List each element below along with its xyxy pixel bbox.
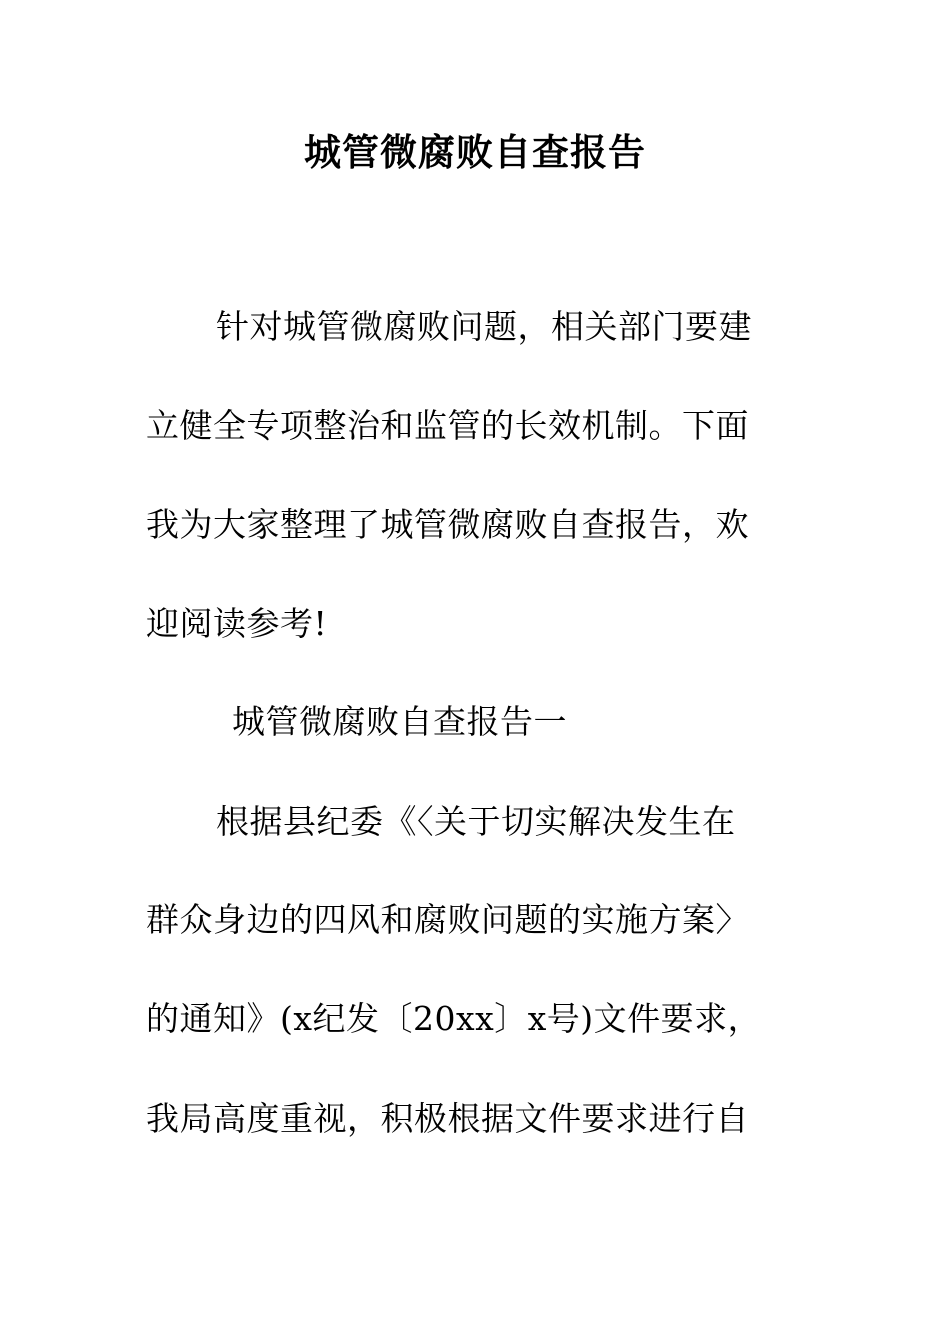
paragraph-intro-line-1: 针对城管微腐败问题，相关部门要建 (216, 307, 752, 346)
paragraph-intro-line-4: 迎阅读参考! (146, 604, 328, 643)
paragraph-body-line-3: 的通知》(x纪发〔20xx〕x号)文件要求， (146, 999, 762, 1038)
paragraph-body-line-4: 我局高度重视，积极根据文件要求进行自 (146, 1099, 749, 1138)
paragraph-intro-line-2: 立健全专项整治和监管的长效机制。下面 (146, 406, 749, 445)
paragraph-body-line-2: 群众身边的四风和腐败问题的实施方案〉 (146, 900, 749, 939)
document-title: 城管微腐败自查报告 (304, 131, 646, 174)
section-heading: 城管微腐败自查报告一 (232, 702, 567, 741)
paragraph-intro-line-3: 我为大家整理了城管微腐败自查报告，欢 (146, 505, 749, 544)
paragraph-body-line-1: 根据县纪委《〈关于切实解决发生在 (216, 802, 736, 841)
